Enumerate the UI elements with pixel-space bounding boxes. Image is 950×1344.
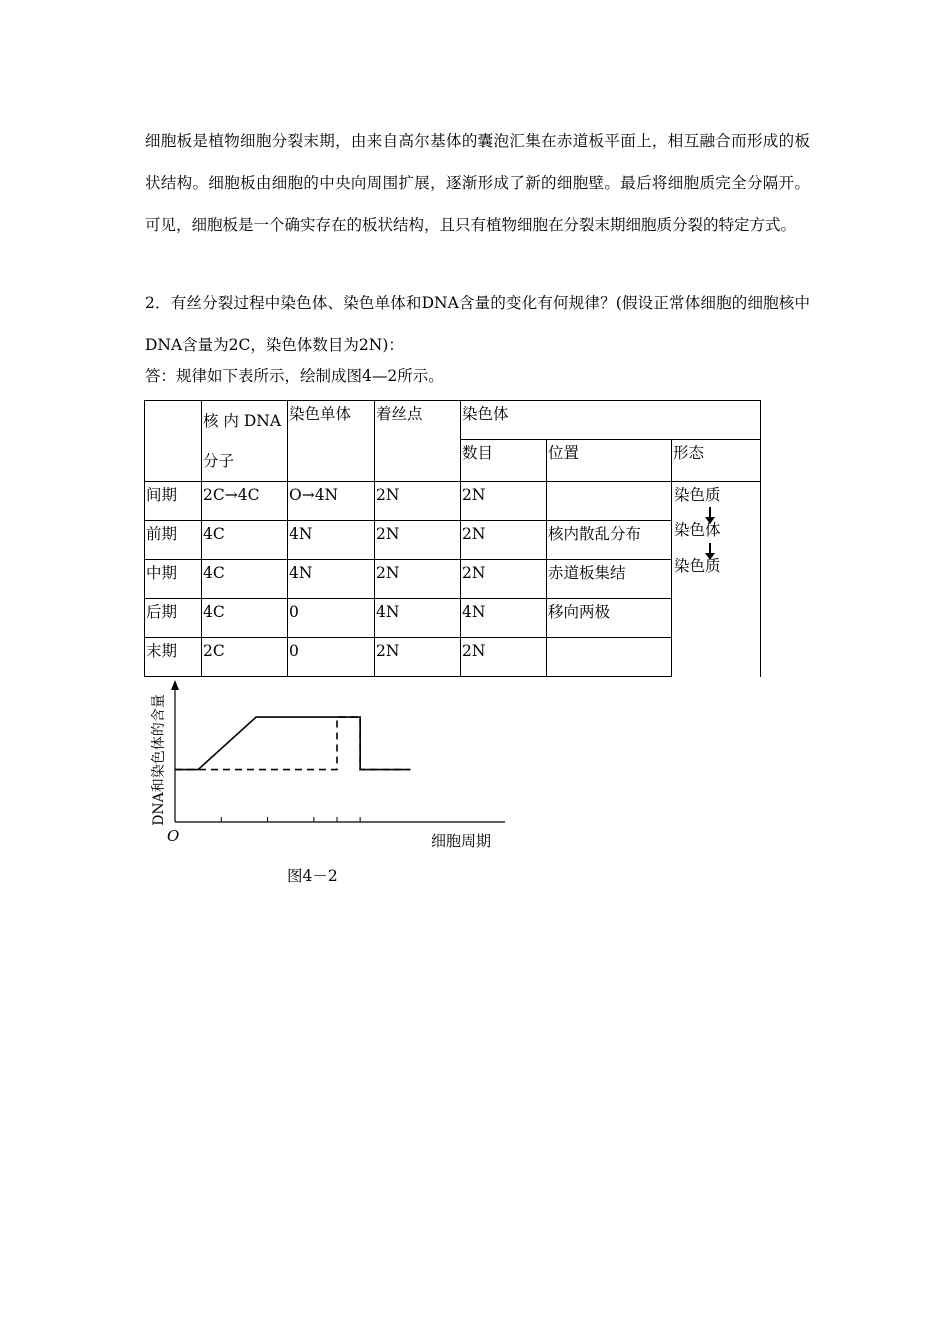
paragraph-cell-plate: 细胞板是植物细胞分裂末期，由来自高尔基体的囊泡汇集在赤道板平面上，相互融合而形成的板状结构。细胞板由细胞的中央向周围扩展，逐渐形成了新的细胞壁。最后将细胞质完全分隔开。可见，细胞板是一个确实存在的板状结构，且只有植物细胞在分裂末期细胞质分裂的特定方式。 <box>145 132 810 234</box>
chromatid-cell: 4N <box>288 521 375 560</box>
chromatid-cell: 0 <box>288 599 375 638</box>
chart-axes <box>171 680 505 822</box>
header-position: 位置 <box>547 440 672 482</box>
table-row <box>145 560 761 599</box>
header-corner <box>145 401 202 482</box>
dna-cell: 4C <box>202 560 288 599</box>
header-chromosome: 染色体 <box>461 401 761 440</box>
figure-caption: 图4－2 <box>287 867 338 885</box>
centromere-cell: 4N <box>375 599 461 638</box>
phase-cell: 间期 <box>145 482 202 521</box>
phase-cell: 中期 <box>145 560 202 599</box>
header-number: 数目 <box>461 440 547 482</box>
chromatid-cell: O→4N <box>288 482 375 521</box>
phase-cell: 前期 <box>145 521 202 560</box>
position-cell: 赤道板集结 <box>547 560 672 599</box>
dna-cell: 4C <box>202 599 288 638</box>
position-cell: 核内散乱分布 <box>547 521 672 560</box>
mitosis-table <box>144 400 761 677</box>
header-chromatid: 染色单体 <box>288 401 375 482</box>
dna-line <box>175 717 410 769</box>
dna-chromosome-chart <box>145 676 505 856</box>
position-cell <box>547 638 672 677</box>
chart-series <box>175 717 410 769</box>
dna-cell: 2C <box>202 638 288 677</box>
table-row <box>145 482 761 521</box>
header-morphology: 形态 <box>672 440 761 482</box>
dna-cell: 2C→4C <box>202 482 288 521</box>
question-2: 2．有丝分裂过程中染色体、染色单体和DNA含量的变化有何规律？(假设正常体细胞的细胞核中DNA含量为2C，染色体数目为2N)： <box>145 294 810 354</box>
answer-intro: 答：规律如下表所示，绘制成图4—2所示。 <box>145 367 444 385</box>
chromatid-cell: 4N <box>288 560 375 599</box>
morphology-cell <box>672 482 761 677</box>
phase-cell: 末期 <box>145 638 202 677</box>
y-axis-arrow <box>171 680 179 690</box>
number-cell: 2N <box>461 482 547 521</box>
centromere-cell: 2N <box>375 638 461 677</box>
header-dna: 核 内 DNA 分子 <box>202 401 288 482</box>
y-axis-label: DNA和染色体的含量 <box>151 694 167 826</box>
position-cell: 移向两极 <box>547 599 672 638</box>
position-cell <box>547 482 672 521</box>
header-centromere: 着丝点 <box>375 401 461 482</box>
phase-cell: 后期 <box>145 599 202 638</box>
number-cell: 2N <box>461 521 547 560</box>
dna-cell: 4C <box>202 521 288 560</box>
centromere-cell: 2N <box>375 521 461 560</box>
morph-chromatin-end: 染色质 <box>674 557 721 575</box>
x-axis-label: 细胞周期 <box>431 832 492 850</box>
number-cell: 2N <box>461 638 547 677</box>
table-row <box>145 599 761 638</box>
centromere-cell: 2N <box>375 560 461 599</box>
number-cell: 4N <box>461 599 547 638</box>
morph-chromatin: 染色质 <box>674 486 721 504</box>
chromosome-line <box>175 717 410 769</box>
table-row <box>145 521 761 560</box>
origin-label: O <box>167 827 180 845</box>
centromere-cell: 2N <box>375 482 461 521</box>
table-row <box>145 638 761 677</box>
chart-ticks <box>221 817 360 822</box>
morph-chromosome: 染色体 <box>674 521 721 539</box>
chromatid-cell: 0 <box>288 638 375 677</box>
number-cell: 2N <box>461 560 547 599</box>
